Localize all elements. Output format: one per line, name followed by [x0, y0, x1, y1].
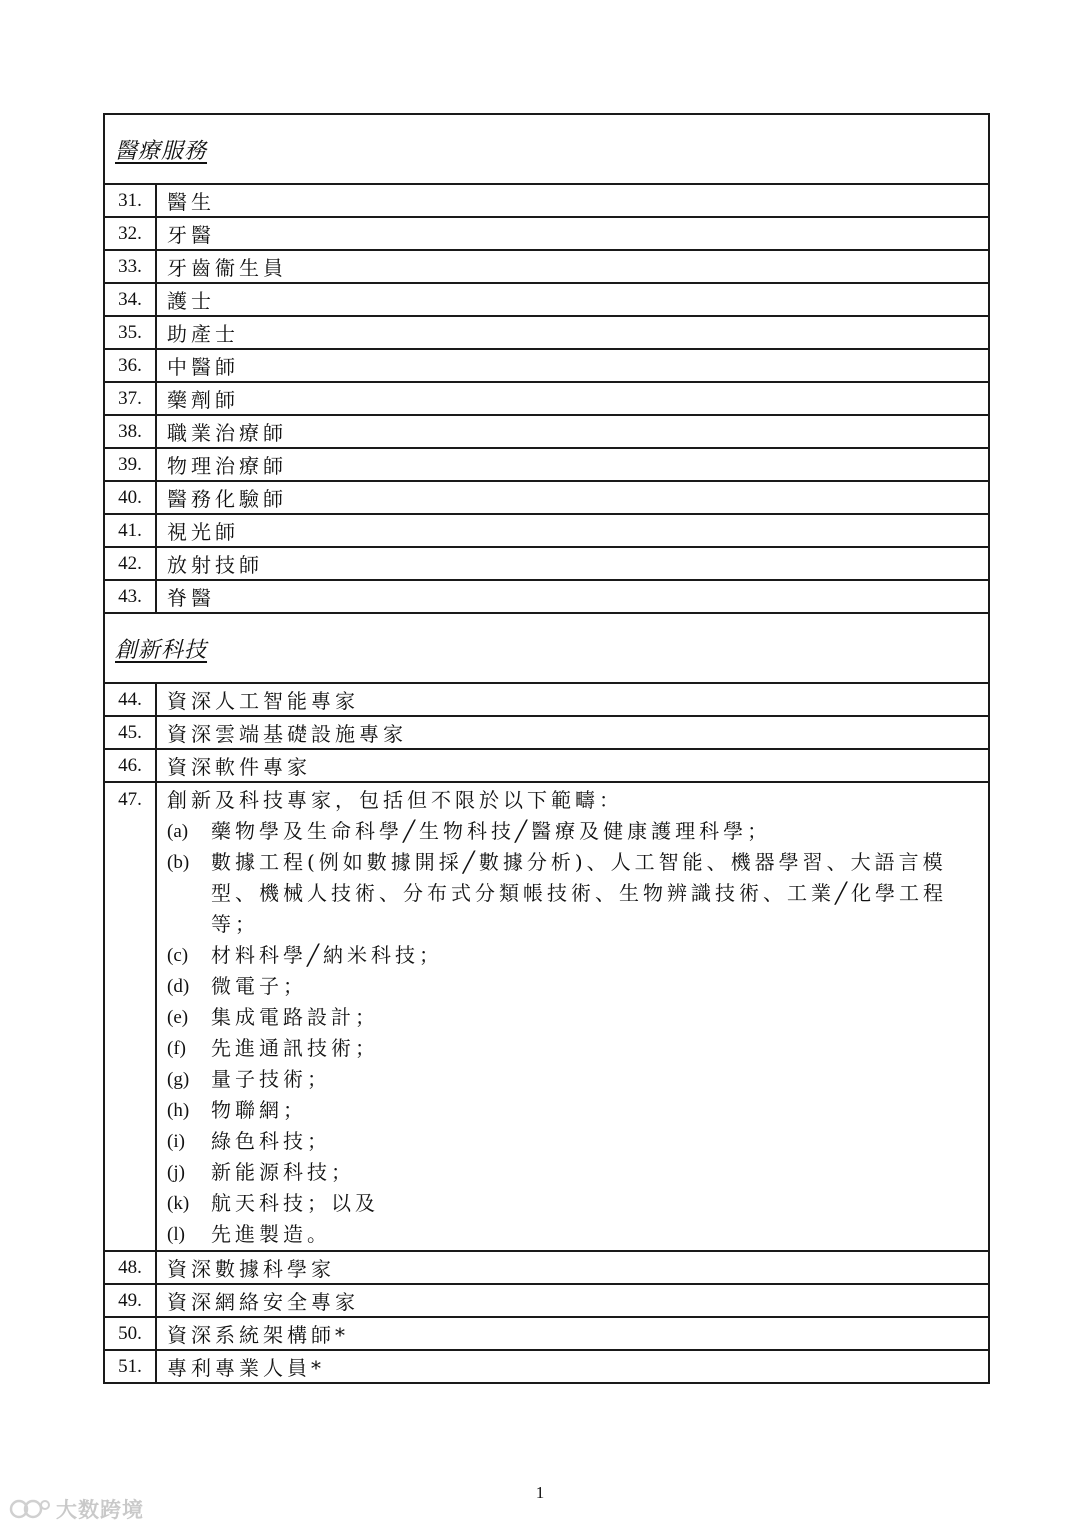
subitem — [167, 1126, 974, 1157]
item-number: 44. — [104, 683, 156, 716]
subitem — [167, 1033, 974, 1064]
item-text: 職業治療師 — [156, 415, 989, 448]
item-number: 43. — [104, 580, 156, 613]
subitem — [167, 1219, 974, 1250]
table-row — [104, 547, 989, 580]
item-detail — [156, 782, 989, 1251]
subitem-label: (k) — [167, 1193, 190, 1214]
table-row-detailed — [104, 782, 989, 1251]
table-row — [104, 217, 989, 250]
item-number: 35. — [104, 316, 156, 349]
subitem — [167, 1064, 974, 1095]
subitem-label: (b) — [167, 852, 190, 873]
table-row — [104, 448, 989, 481]
item-text: 護士 — [156, 283, 989, 316]
table-row — [104, 283, 989, 316]
item-intro: 創新及科技專家，包括但不限於以下範疇： — [167, 788, 623, 812]
item-text: 資深系統架構師* — [156, 1317, 989, 1350]
subitem — [167, 1095, 974, 1126]
subitem-label: (j) — [167, 1162, 185, 1183]
subitem-label: (h) — [167, 1100, 190, 1121]
subitem — [167, 1002, 974, 1033]
table-row — [104, 184, 989, 217]
subitem — [167, 1157, 974, 1188]
item-text: 醫務化驗師 — [156, 481, 989, 514]
item-text: 資深網絡安全專家 — [156, 1284, 989, 1317]
subitem — [167, 816, 974, 847]
watermark-text: 大数跨境 — [56, 1498, 144, 1522]
item-number: 45. — [104, 716, 156, 749]
item-number: 51. — [104, 1350, 156, 1383]
table-row — [104, 683, 989, 716]
watermark — [8, 1494, 144, 1524]
item-text: 助產士 — [156, 316, 989, 349]
table-row — [104, 514, 989, 547]
section-title: 醫療服務 — [115, 138, 208, 164]
subitem — [167, 847, 974, 940]
item-number: 32. — [104, 217, 156, 250]
item-number: 34. — [104, 283, 156, 316]
table-row — [104, 749, 989, 782]
item-text: 藥劑師 — [156, 382, 989, 415]
item-number: 42. — [104, 547, 156, 580]
item-text: 放射技師 — [156, 547, 989, 580]
table-row — [104, 1350, 989, 1383]
subitem-label: (c) — [167, 945, 189, 966]
item-number: 40. — [104, 481, 156, 514]
table-row — [104, 382, 989, 415]
item-text: 專利專業人員* — [156, 1350, 989, 1383]
table-row — [104, 250, 989, 283]
subitem-text: 物聯網； — [211, 1098, 307, 1122]
item-text: 物理治療師 — [156, 448, 989, 481]
item-number: 41. — [104, 514, 156, 547]
item-number: 31. — [104, 184, 156, 217]
section-header-medical — [104, 114, 989, 184]
subitem-label: (e) — [167, 1007, 189, 1028]
subitem-text: 藥物學及生命科學╱生物科技╱醫療及健康護理科學； — [211, 819, 772, 843]
item-text: 牙醫 — [156, 217, 989, 250]
table-row — [104, 481, 989, 514]
table-row — [104, 1284, 989, 1317]
table-row — [104, 716, 989, 749]
subitem — [167, 971, 974, 1002]
item-number: 47. — [104, 782, 156, 1251]
subitem-text: 集成電路設計； — [211, 1005, 379, 1029]
section-header-innovation — [104, 613, 989, 683]
table-row — [104, 1251, 989, 1284]
item-text: 資深數據科學家 — [156, 1251, 989, 1284]
table-row — [104, 580, 989, 613]
subitem-label: (l) — [167, 1224, 185, 1245]
subitem-label: (i) — [167, 1131, 185, 1152]
subitem-text: 新能源科技； — [211, 1160, 355, 1184]
item-number: 36. — [104, 349, 156, 382]
table-row — [104, 415, 989, 448]
subitem-label: (g) — [167, 1069, 190, 1090]
subitem — [167, 1188, 974, 1219]
item-text: 資深雲端基礎設施專家 — [156, 716, 989, 749]
item-number: 33. — [104, 250, 156, 283]
item-number: 50. — [104, 1317, 156, 1350]
occupation-list-table — [103, 113, 990, 1384]
item-number: 48. — [104, 1251, 156, 1284]
item-number: 49. — [104, 1284, 156, 1317]
section-title: 創新科技 — [115, 637, 208, 663]
subitem-text: 先進通訊技術； — [211, 1036, 379, 1060]
item-number: 46. — [104, 749, 156, 782]
item-number: 38. — [104, 415, 156, 448]
subitem-text: 微電子； — [211, 974, 307, 998]
subitem-text: 航天科技；以及 — [211, 1191, 379, 1215]
item-text: 資深軟件專家 — [156, 749, 989, 782]
item-text: 牙齒衞生員 — [156, 250, 989, 283]
subitem — [167, 940, 974, 971]
item-text: 資深人工智能專家 — [156, 683, 989, 716]
page-number: 1 — [535, 1483, 545, 1502]
subitem-text: 綠色科技； — [211, 1129, 331, 1153]
table-row — [104, 1317, 989, 1350]
item-text: 中醫師 — [156, 349, 989, 382]
subitem-text: 數據工程(例如數據開採╱數據分析)、人工智能、機器學習、大語言模型、機械人技術、分布式分類帳技術、生物辨識技術、工業╱化學工程等； — [211, 850, 948, 936]
subitem-label: (a) — [167, 821, 189, 842]
subitem-text: 材料科學╱納米科技； — [211, 943, 444, 967]
subitem-label: (f) — [167, 1038, 186, 1059]
subitem-text: 量子技術； — [211, 1067, 331, 1091]
table-row — [104, 316, 989, 349]
item-number: 37. — [104, 382, 156, 415]
item-number: 39. — [104, 448, 156, 481]
item-text: 視光師 — [156, 514, 989, 547]
table-row — [104, 349, 989, 382]
subitem-text: 先進製造。 — [211, 1222, 331, 1246]
subitem-label: (d) — [167, 976, 190, 997]
item-text: 醫生 — [156, 184, 989, 217]
item-text: 脊醫 — [156, 580, 989, 613]
brand-logo-icon — [8, 1496, 52, 1522]
